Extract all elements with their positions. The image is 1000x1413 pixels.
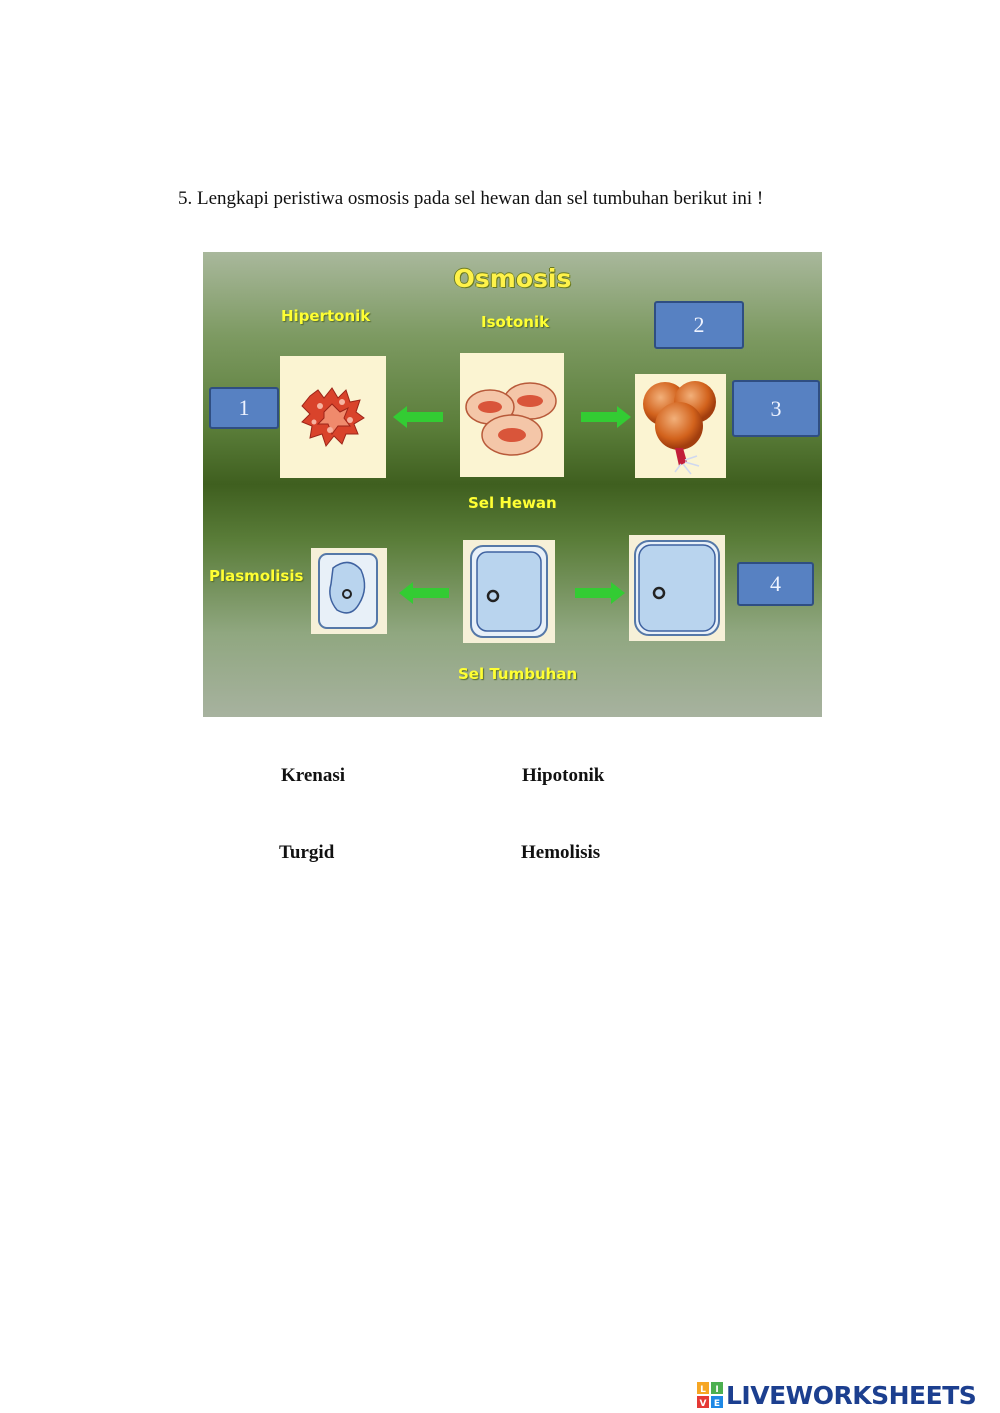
word-option-hemolisis[interactable]: Hemolisis — [521, 842, 601, 863]
answer-box-2[interactable]: 2 — [654, 301, 744, 349]
answer-box-3[interactable]: 3 — [732, 380, 820, 437]
normal-plant-cell-image — [463, 540, 555, 643]
label-hipertonik: Hipertonik — [281, 307, 371, 325]
swollen-cell-panel — [635, 374, 726, 478]
crenated-cell-image — [280, 356, 386, 478]
brand-name: LIVEWORKSHEETS — [726, 1380, 977, 1410]
label-plasmolisis: Plasmolisis — [209, 567, 304, 585]
hemolysis-cell-image — [635, 374, 726, 478]
arrow-left-icon — [393, 406, 443, 428]
word-option-hipotonik[interactable]: Hipotonik — [522, 765, 605, 786]
label-sel-hewan: Sel Hewan — [468, 494, 557, 512]
normal-plant-cell-panel — [463, 540, 555, 643]
plasmolysis-cell-image — [311, 548, 387, 634]
svg-text:V: V — [699, 1399, 707, 1408]
normal-cell-panel — [460, 353, 564, 477]
arrow-right-icon — [575, 582, 625, 604]
turgid-cell-image — [629, 535, 725, 641]
question-text: 5. Lengkapi peristiwa osmosis pada sel hewan dan sel tumbuhan berikut ini ! — [178, 188, 764, 209]
label-sel-tumbuhan: Sel Tumbuhan — [458, 665, 578, 683]
word-option-krenasi[interactable]: Krenasi — [281, 765, 346, 786]
svg-text:E: E — [713, 1399, 721, 1408]
arrow-right-icon — [581, 406, 631, 428]
osmosis-figure — [203, 252, 822, 717]
turgid-cell-panel — [629, 535, 725, 641]
label-isotonik: Isotonik — [481, 313, 550, 331]
answer-box-1[interactable]: 1 — [209, 387, 279, 429]
crenated-cell-panel — [280, 356, 386, 478]
word-option-turgid[interactable]: Turgid — [279, 842, 335, 863]
liveworksheets-brand[interactable] — [697, 1378, 976, 1412]
svg-text:I: I — [715, 1385, 719, 1395]
arrow-left-icon — [399, 582, 449, 604]
plasmolysis-cell-panel — [311, 548, 387, 634]
normal-cell-image — [460, 353, 564, 477]
answer-box-4[interactable]: 4 — [737, 562, 814, 606]
svg-text:L: L — [700, 1385, 706, 1395]
figure-title: Osmosis — [453, 264, 572, 293]
liveworksheets-logo-icon — [697, 1382, 723, 1408]
